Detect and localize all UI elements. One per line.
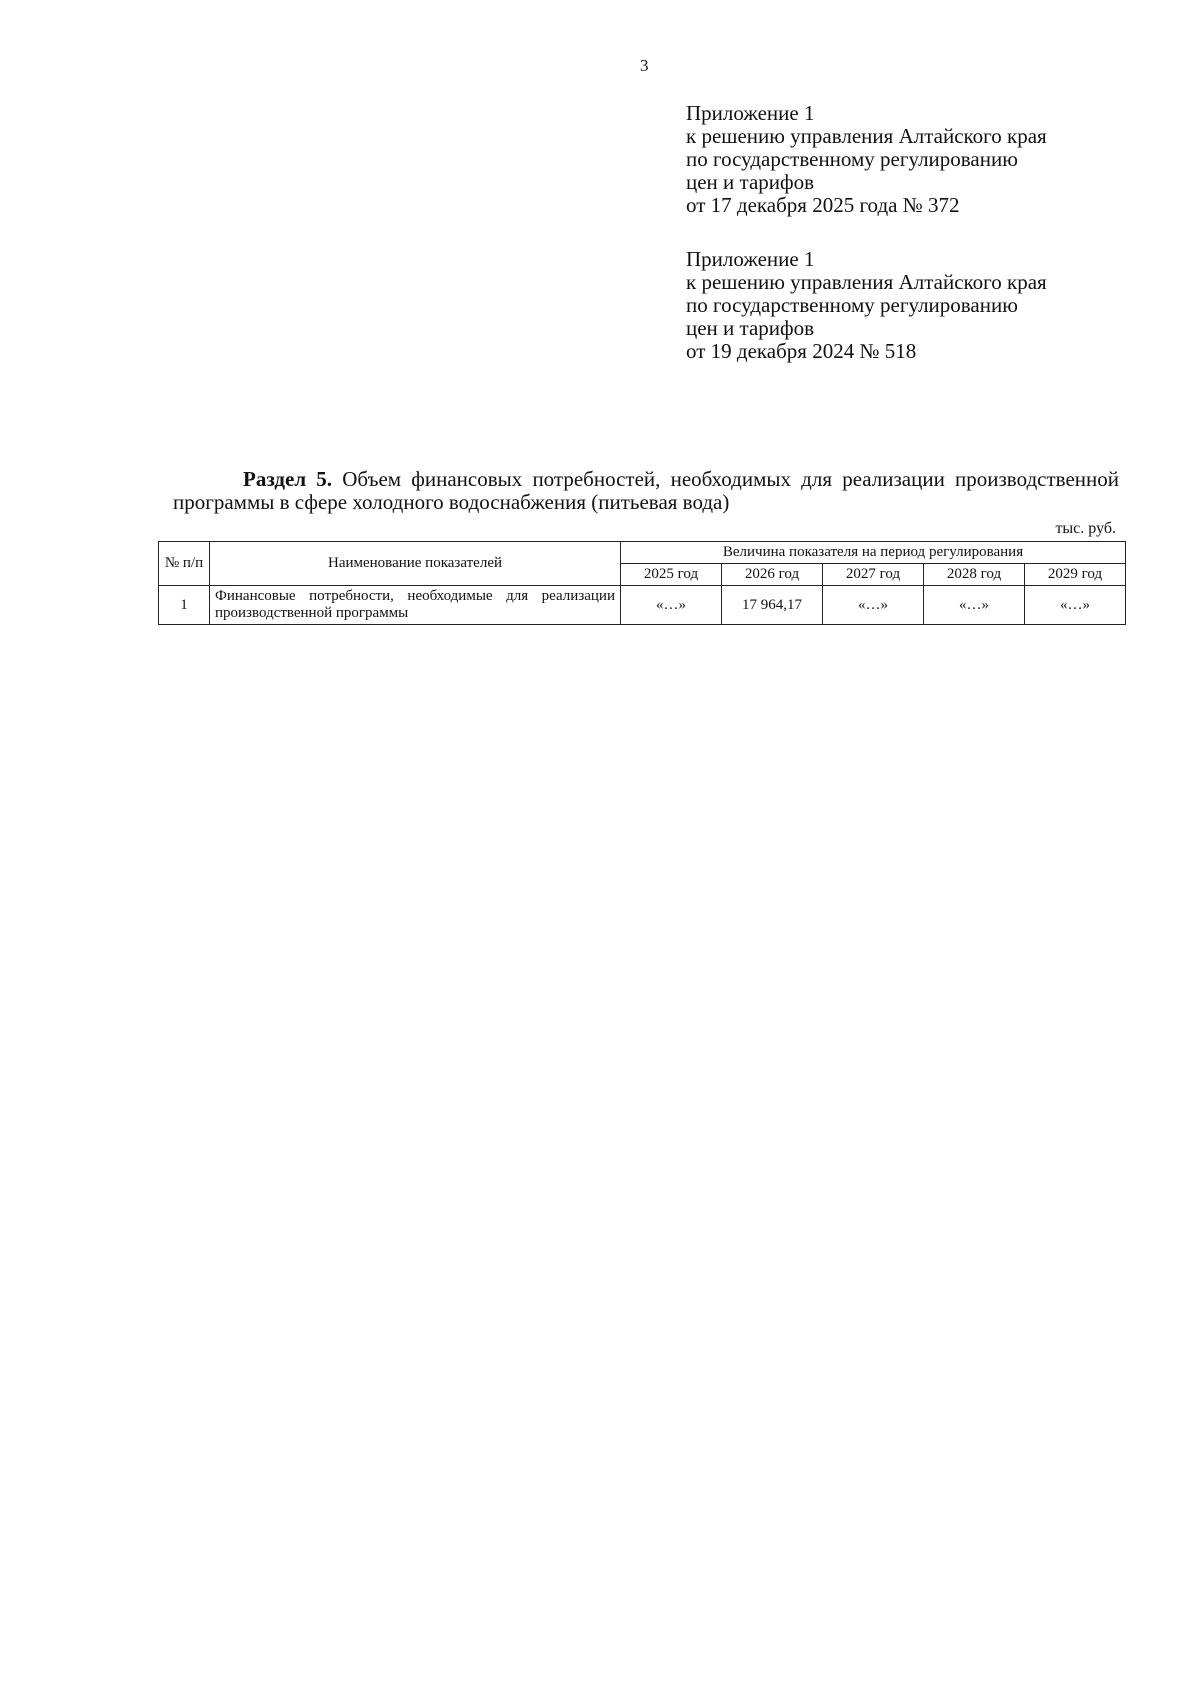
- financial-needs-table: [158, 541, 1126, 625]
- row-value: «…»: [823, 586, 924, 625]
- header-num: № п/п: [159, 542, 210, 586]
- section-heading: [173, 468, 1119, 514]
- row-value: «…»: [924, 586, 1025, 625]
- appendix-line: по государственному регулированию: [686, 147, 1018, 171]
- table-row: [159, 586, 1126, 625]
- units-label: тыс. руб.: [1055, 520, 1116, 537]
- page-number: 3: [640, 56, 649, 75]
- appendix-line: к решению управления Алтайского края: [686, 270, 1047, 294]
- appendix-line: от 19 декабря 2024 № 518: [686, 339, 917, 363]
- row-value: «…»: [1025, 586, 1126, 625]
- header-year: 2025 год: [621, 564, 722, 586]
- appendix-header-previous: [686, 248, 1166, 363]
- appendix-line: от 17 декабря 2025 года № 372: [686, 193, 960, 217]
- table-header-row: [159, 542, 1126, 564]
- row-num: 1: [159, 586, 210, 625]
- header-year: 2029 год: [1025, 564, 1126, 586]
- appendix-line: Приложение 1: [686, 101, 815, 125]
- section-label: Раздел 5.: [243, 467, 333, 491]
- row-value: «…»: [621, 586, 722, 625]
- header-year: 2026 год: [722, 564, 823, 586]
- appendix-line: цен и тарифов: [686, 170, 815, 194]
- appendix-line: Приложение 1: [686, 247, 815, 271]
- row-name: Финансовые потребности, необходимые для реализации производственной программы: [210, 586, 621, 625]
- header-year: 2027 год: [823, 564, 924, 586]
- appendix-header-current: [686, 102, 1166, 217]
- appendix-line: по государственному регулированию: [686, 293, 1018, 317]
- header-period: Величина показателя на период регулирования: [621, 542, 1126, 564]
- row-value: 17 964,17: [722, 586, 823, 625]
- header-year: 2028 год: [924, 564, 1025, 586]
- appendix-line: к решению управления Алтайского края: [686, 124, 1047, 148]
- appendix-line: цен и тарифов: [686, 316, 815, 340]
- section-title: Объем финансовых потребностей, необходимых для реализации производственной программы в сфере холодного водоснабжения (питьевая вода): [173, 467, 1119, 514]
- header-name: Наименование показателей: [210, 542, 621, 586]
